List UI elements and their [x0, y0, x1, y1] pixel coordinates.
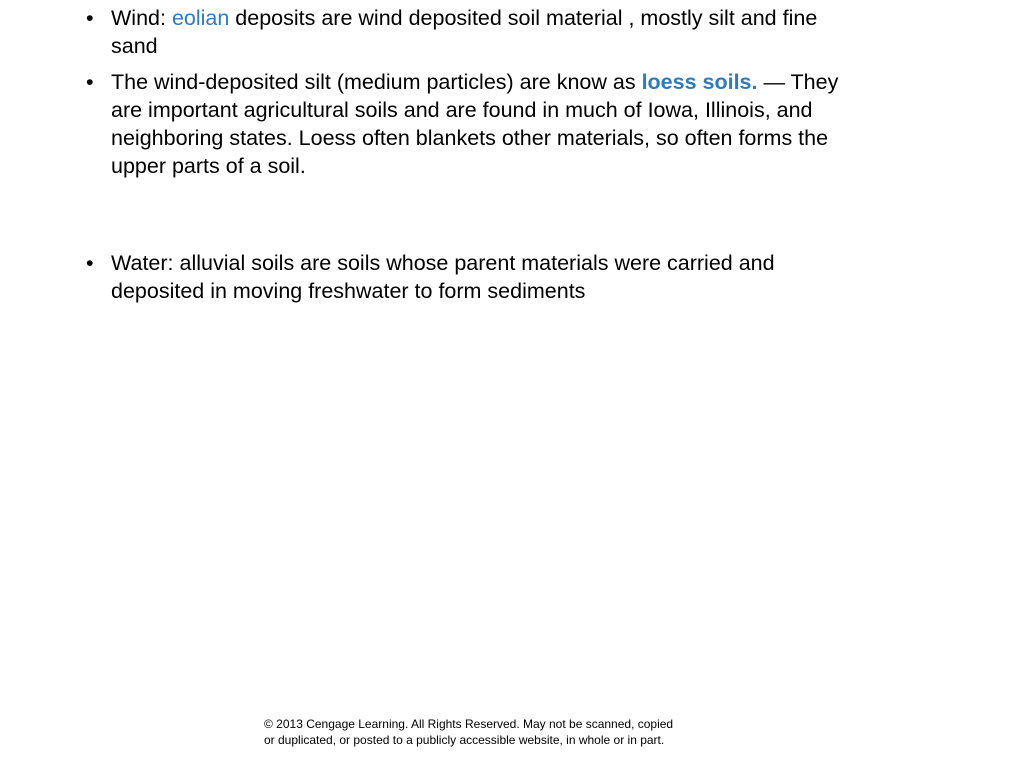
copyright-line-1: © 2013 Cengage Learning. All Rights Reserved. May not be scanned, copied — [264, 717, 674, 731]
bullet-wind-prefix: Wind: — [111, 6, 172, 30]
loess-soils-term: loess soils. — [641, 70, 758, 94]
bullet-water-text: Water: alluvial soils are soils whose parent materials were carried and deposited in moving freshwater to form sediments — [111, 251, 775, 303]
copyright-notice — [264, 716, 734, 748]
bullet-wind — [86, 4, 866, 60]
bullet-list — [86, 4, 866, 305]
bullet-marker: • — [86, 251, 94, 275]
bullet-marker: • — [86, 70, 94, 94]
bullet-loess — [86, 68, 866, 180]
bullet-loess-suffix: — They are important agricultural soils and are found in much of Iowa, Illinois, and neighboring states. Loess often blankets other materials, so often forms the upper parts of a soil. — [111, 70, 839, 178]
eolian-term: eolian — [171, 6, 230, 30]
copyright-line-2: or duplicated, or posted to a publicly accessible website, in whole or in part. — [264, 733, 665, 747]
bullet-wind-suffix: deposits are wind deposited soil material , mostly silt and fine sand — [111, 6, 818, 58]
bullet-loess-prefix: The wind-deposited silt (medium particles) are know as — [111, 70, 642, 94]
bullet-water — [86, 249, 866, 305]
bullet-marker: • — [86, 6, 94, 30]
